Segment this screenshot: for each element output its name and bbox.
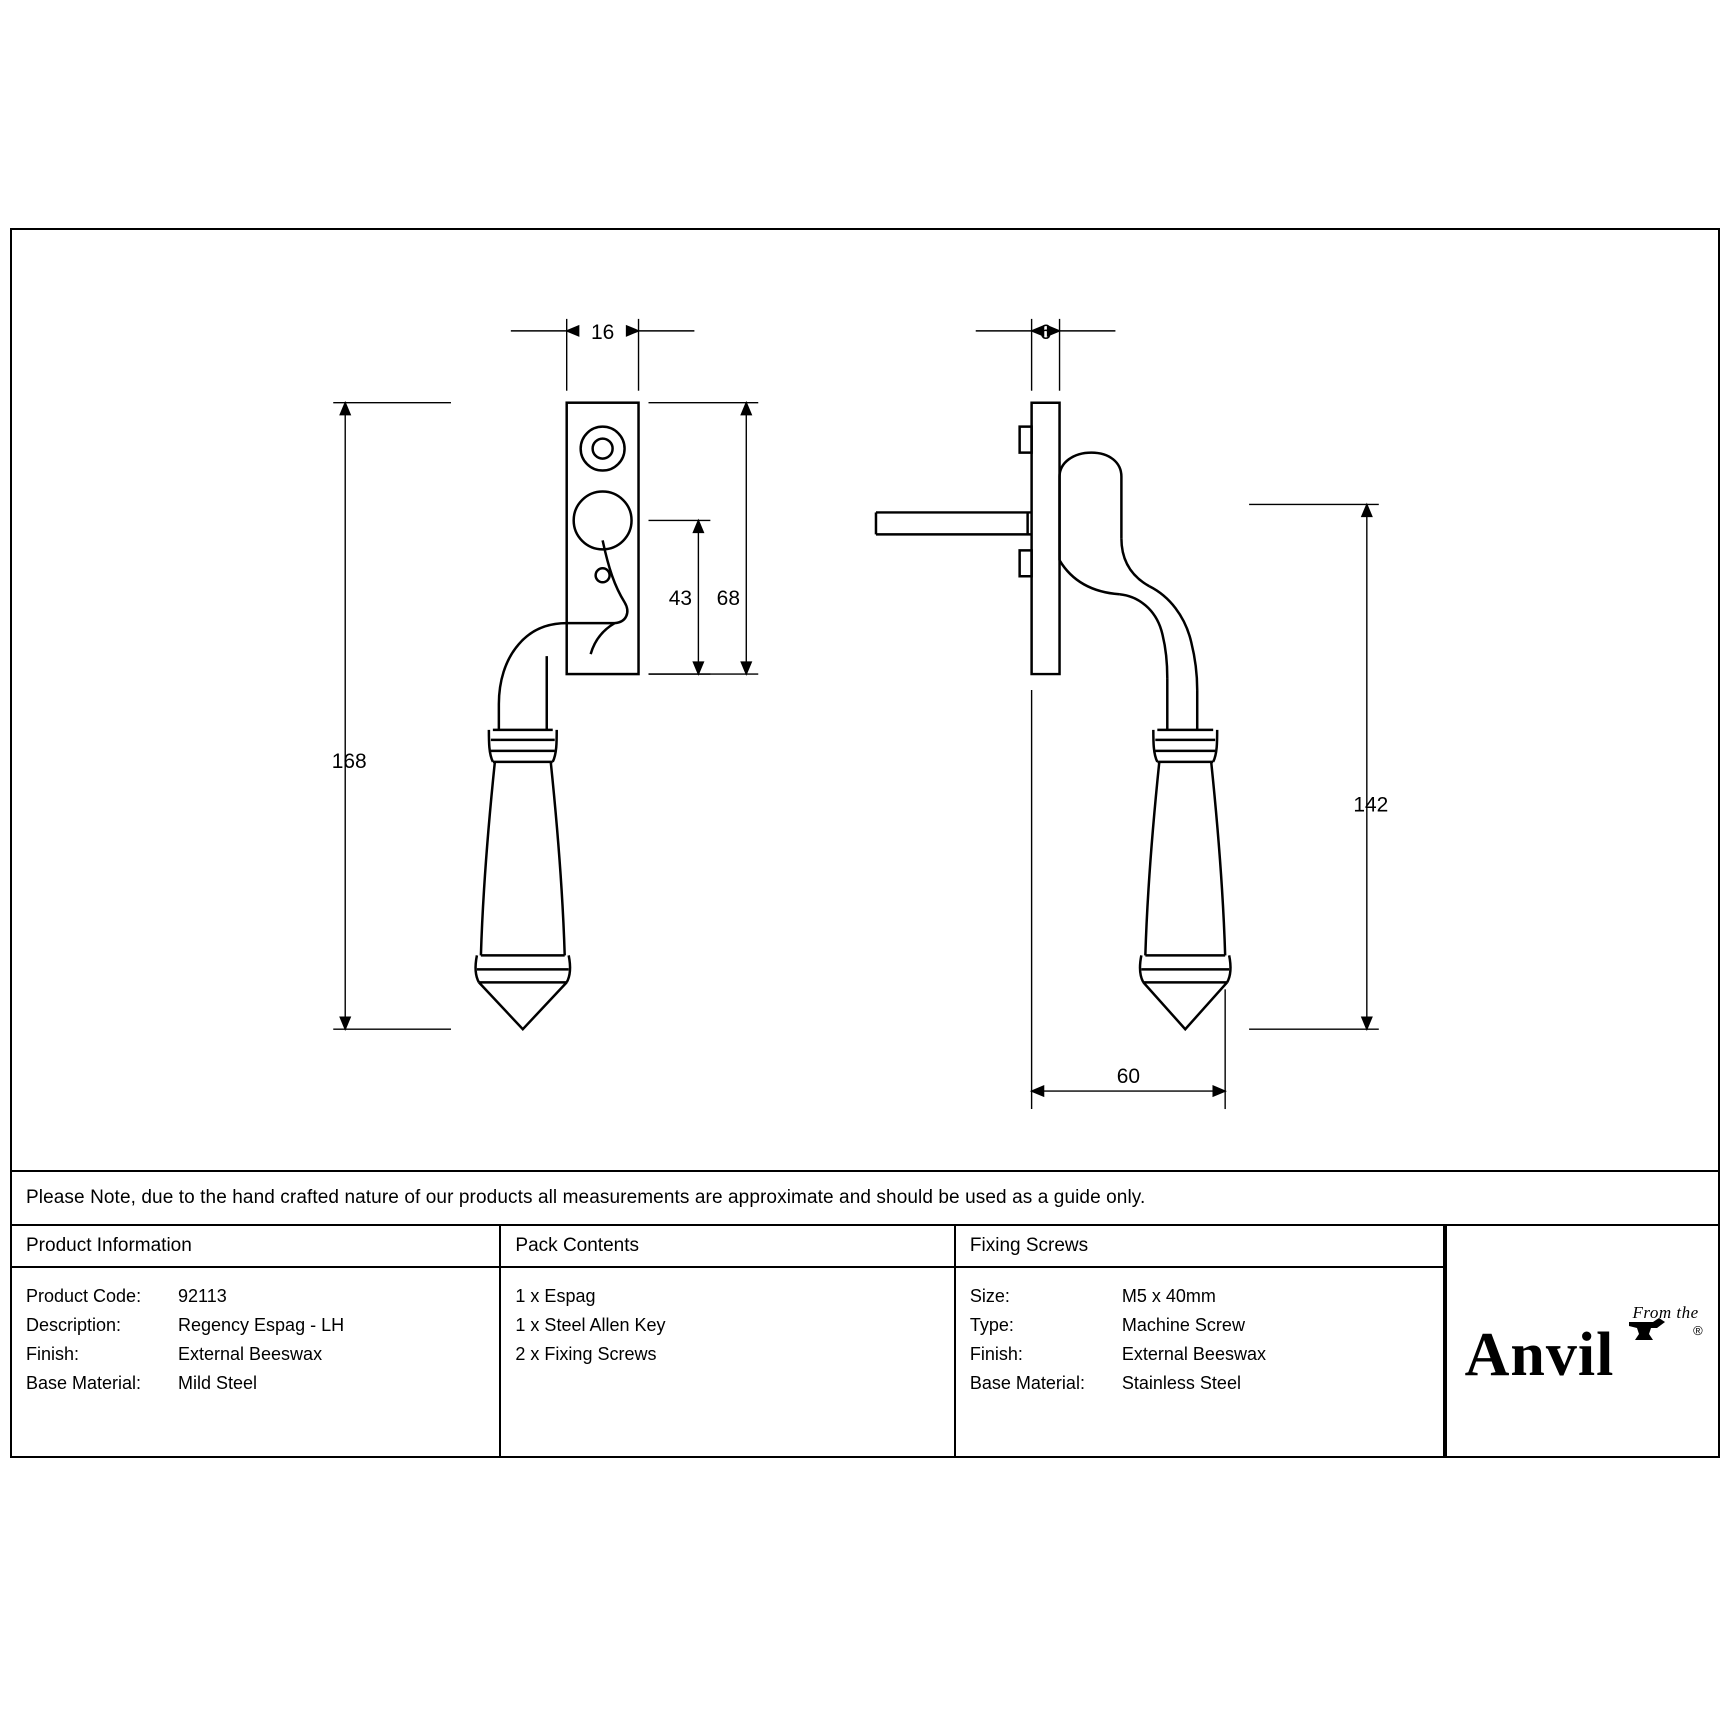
fixing-screws-body (956, 1268, 1443, 1398)
anvil-icon (1627, 1316, 1667, 1342)
product-code-value: 92113 (178, 1286, 227, 1306)
dimension-backplate-height: 68 (716, 587, 740, 611)
pack-contents-heading: Pack Contents (501, 1226, 953, 1268)
screw-base-material-label: Base Material: (969, 1373, 1085, 1393)
finish-label: Finish: (26, 1344, 80, 1364)
technical-drawing (12, 230, 1718, 1170)
finish-value: External Beeswax (178, 1344, 323, 1364)
product-information-body (12, 1268, 499, 1398)
pack-contents-body (501, 1268, 953, 1369)
screw-base-material-value: Stainless Steel (1121, 1373, 1241, 1393)
description-value: Regency Espag - LH (178, 1315, 345, 1335)
description-label: Description: (26, 1315, 122, 1335)
table-row (26, 1311, 499, 1340)
brand-logo (1445, 1226, 1718, 1458)
fixing-screws-column (956, 1226, 1445, 1458)
screw-size-label: Size: (969, 1286, 1010, 1306)
drawing-sheet (10, 228, 1720, 1458)
screw-type-value: Machine Screw (1121, 1315, 1245, 1335)
list-item: 1 x Espag (515, 1286, 596, 1306)
dimension-projection: 60 (1116, 1065, 1141, 1089)
pack-contents-column (501, 1226, 955, 1458)
screw-finish-value: External Beeswax (1121, 1344, 1266, 1364)
table-row (970, 1340, 1443, 1369)
table-row (970, 1311, 1443, 1340)
product-information-heading: Product Information (12, 1226, 499, 1268)
screw-size-value: M5 x 40mm (1121, 1286, 1216, 1306)
logo-from-the-text: From the (1632, 1303, 1699, 1322)
note-bar (12, 1170, 1718, 1226)
table-row (26, 1340, 499, 1369)
dimension-side-length: 142 (1353, 793, 1389, 817)
dimension-front-width: 16 (590, 320, 615, 344)
table-row (970, 1369, 1443, 1398)
table-row (970, 1282, 1443, 1311)
fixing-screws-heading: Fixing Screws (956, 1226, 1443, 1268)
registered-trademark-symbol: ® (1693, 1323, 1703, 1338)
base-material-label: Base Material: (26, 1373, 142, 1393)
logo-anvil-text: Anvil (1464, 1321, 1615, 1389)
dimension-overall-length: 168 (331, 749, 367, 773)
screw-finish-label: Finish: (969, 1344, 1023, 1364)
info-table (12, 1226, 1718, 1458)
product-information-column (12, 1226, 501, 1458)
base-material-value: Mild Steel (178, 1373, 258, 1393)
note-text: Please Note, due to the hand crafted nature of our products all measurements are approximate and should be used as a guide only. (26, 1187, 1146, 1208)
drawing-svg (12, 230, 1718, 1170)
product-code-label: Product Code: (26, 1286, 142, 1306)
list-item: 2 x Fixing Screws (515, 1344, 657, 1364)
screw-type-label: Type: (969, 1315, 1014, 1335)
list-item: 1 x Steel Allen Key (515, 1315, 666, 1335)
table-row (26, 1369, 499, 1398)
dimension-handle-center: 43 (668, 587, 693, 611)
dimension-side-width: 6 (1039, 320, 1052, 344)
table-row (26, 1282, 499, 1311)
